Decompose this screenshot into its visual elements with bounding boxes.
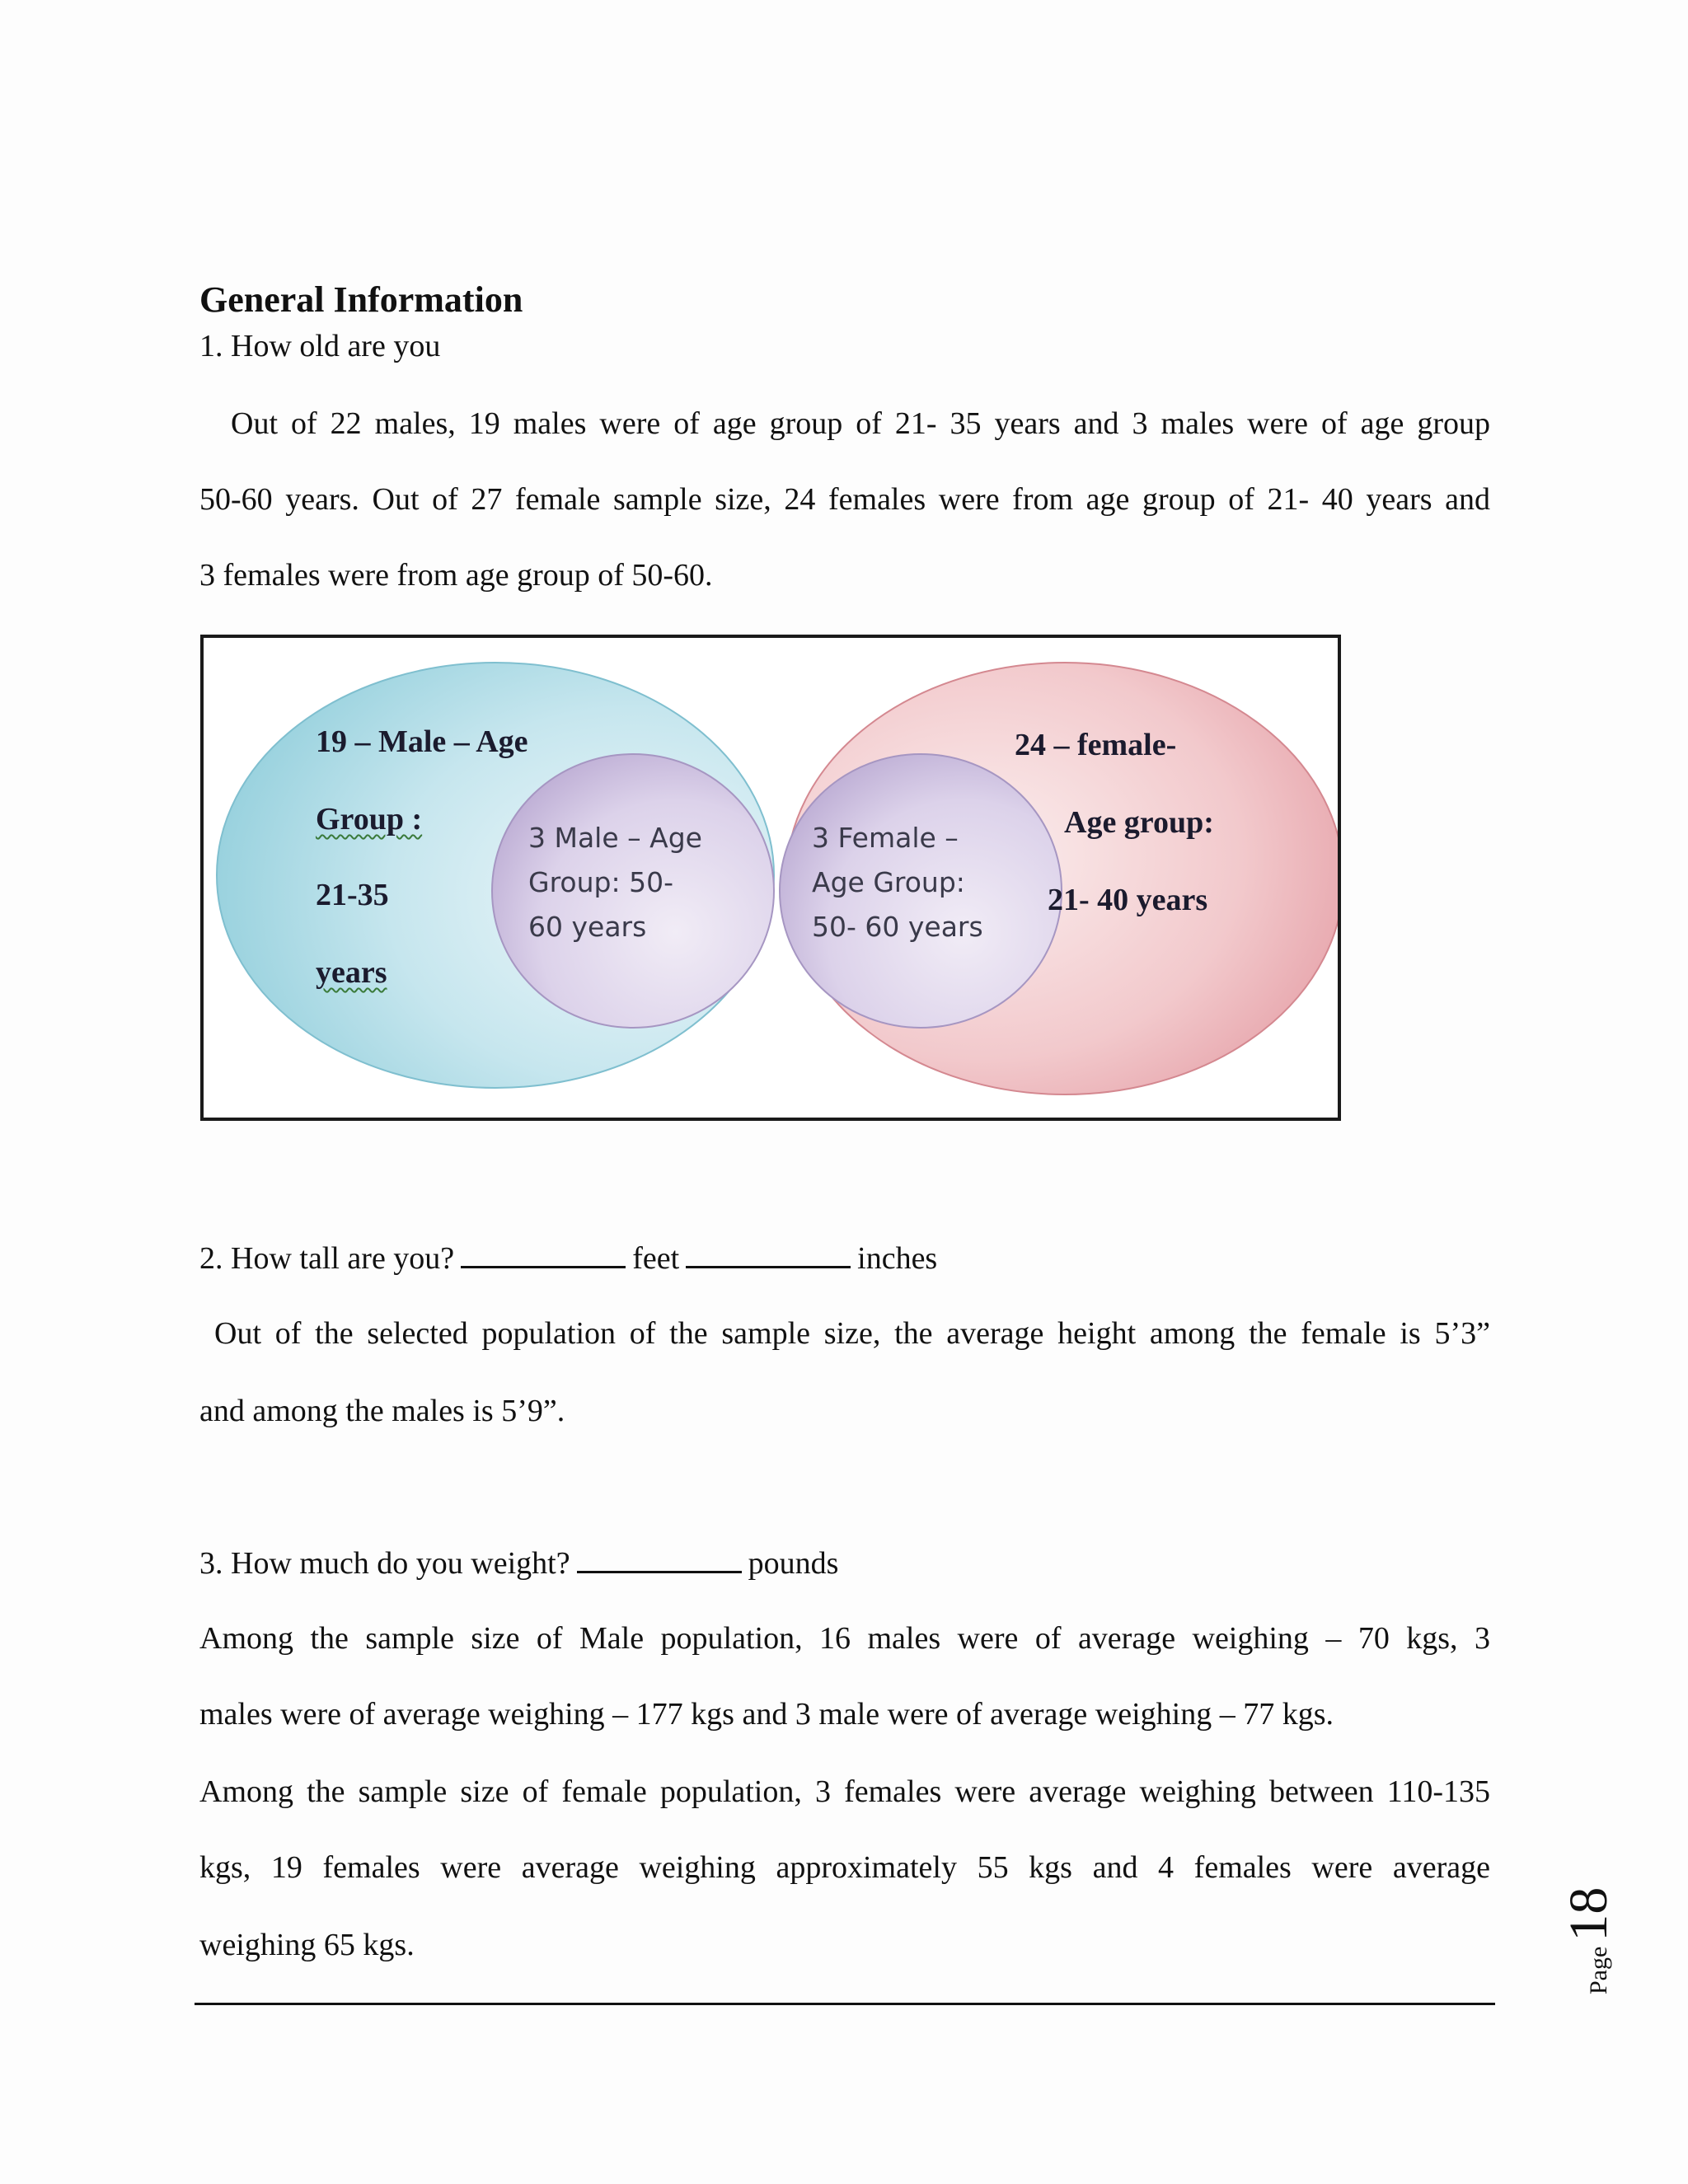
female-outer-line-1: 24 – female- — [1015, 728, 1177, 762]
male-inner-line-3: 60 years — [528, 911, 647, 943]
q3-answer-line-5: weighing 65 kgs. — [199, 1928, 415, 1962]
footer-rule — [195, 2003, 1495, 2005]
section-heading: General Information — [199, 279, 523, 320]
q3-answer-line-3: Among the sample size of female population, 3 females were average weighing between 110-135 — [199, 1774, 1490, 1809]
question-2 — [199, 1236, 1490, 1280]
q2-unit-inches: inches — [857, 1241, 938, 1276]
male-outer-line-3: 21-35 — [316, 878, 389, 912]
female-inner-line-2: Age Group: — [812, 866, 965, 898]
male-outer-line-2: Group : — [316, 802, 423, 837]
q3-unit-pounds: pounds — [748, 1546, 839, 1581]
female-inner-line-1: 3 Female – — [812, 822, 959, 854]
age-group-diagram — [200, 635, 1341, 1121]
pounds-blank[interactable] — [577, 1541, 742, 1573]
q3-answer-line-2: males were of average weighing – 177 kgs and 3 male were of average weighing – 77 kgs. — [199, 1697, 1334, 1732]
page-digits: 18 — [1559, 1886, 1619, 1942]
page-word: Page — [1585, 1946, 1612, 1994]
q1-answer-line-2: 50-60 years. Out of 27 female sample size, 24 females were from age group of 21- 40 years and — [199, 482, 1490, 517]
male-outer-line-4: years — [316, 955, 387, 990]
q2-answer-line-1: Out of the selected population of the sample size, the average height among the female is 5’3” — [214, 1316, 1490, 1351]
female-inner-line-3: 50- 60 years — [812, 911, 983, 943]
feet-blank[interactable] — [461, 1236, 626, 1268]
male-inner-line-2: Group: 50- — [528, 866, 673, 898]
inches-blank[interactable] — [686, 1236, 851, 1268]
q1-answer-line-3: 3 females were from age group of 50-60. — [199, 558, 713, 593]
q3-answer-line-1: Among the sample size of Male population, 16 males were of average weighing – 70 kgs, 3 — [199, 1621, 1490, 1656]
q2-question-text: 2. How tall are you? — [199, 1241, 455, 1276]
question-3 — [199, 1541, 1490, 1585]
q2-unit-feet: feet — [632, 1241, 680, 1276]
question-1: 1. How old are you — [199, 329, 441, 363]
q3-answer-line-4: kgs, 19 females were average weighing approximately 55 kgs and 4 females were average — [199, 1850, 1490, 1885]
q3-question-text: 3. How much do you weight? — [199, 1546, 570, 1581]
q2-answer-line-2: and among the males is 5’9”. — [199, 1394, 565, 1428]
male-inner-line-1: 3 Male – Age — [528, 822, 702, 854]
male-outer-line-1: 19 – Male – Age — [316, 724, 528, 759]
female-outer-line-2: Age group: — [1064, 805, 1214, 840]
female-outer-line-3: 21- 40 years — [1048, 883, 1208, 917]
q1-answer-line-1: Out of 22 males, 19 males were of age group of 21- 35 years and 3 males were of age group — [231, 406, 1490, 441]
page-number — [1558, 1797, 1657, 1994]
